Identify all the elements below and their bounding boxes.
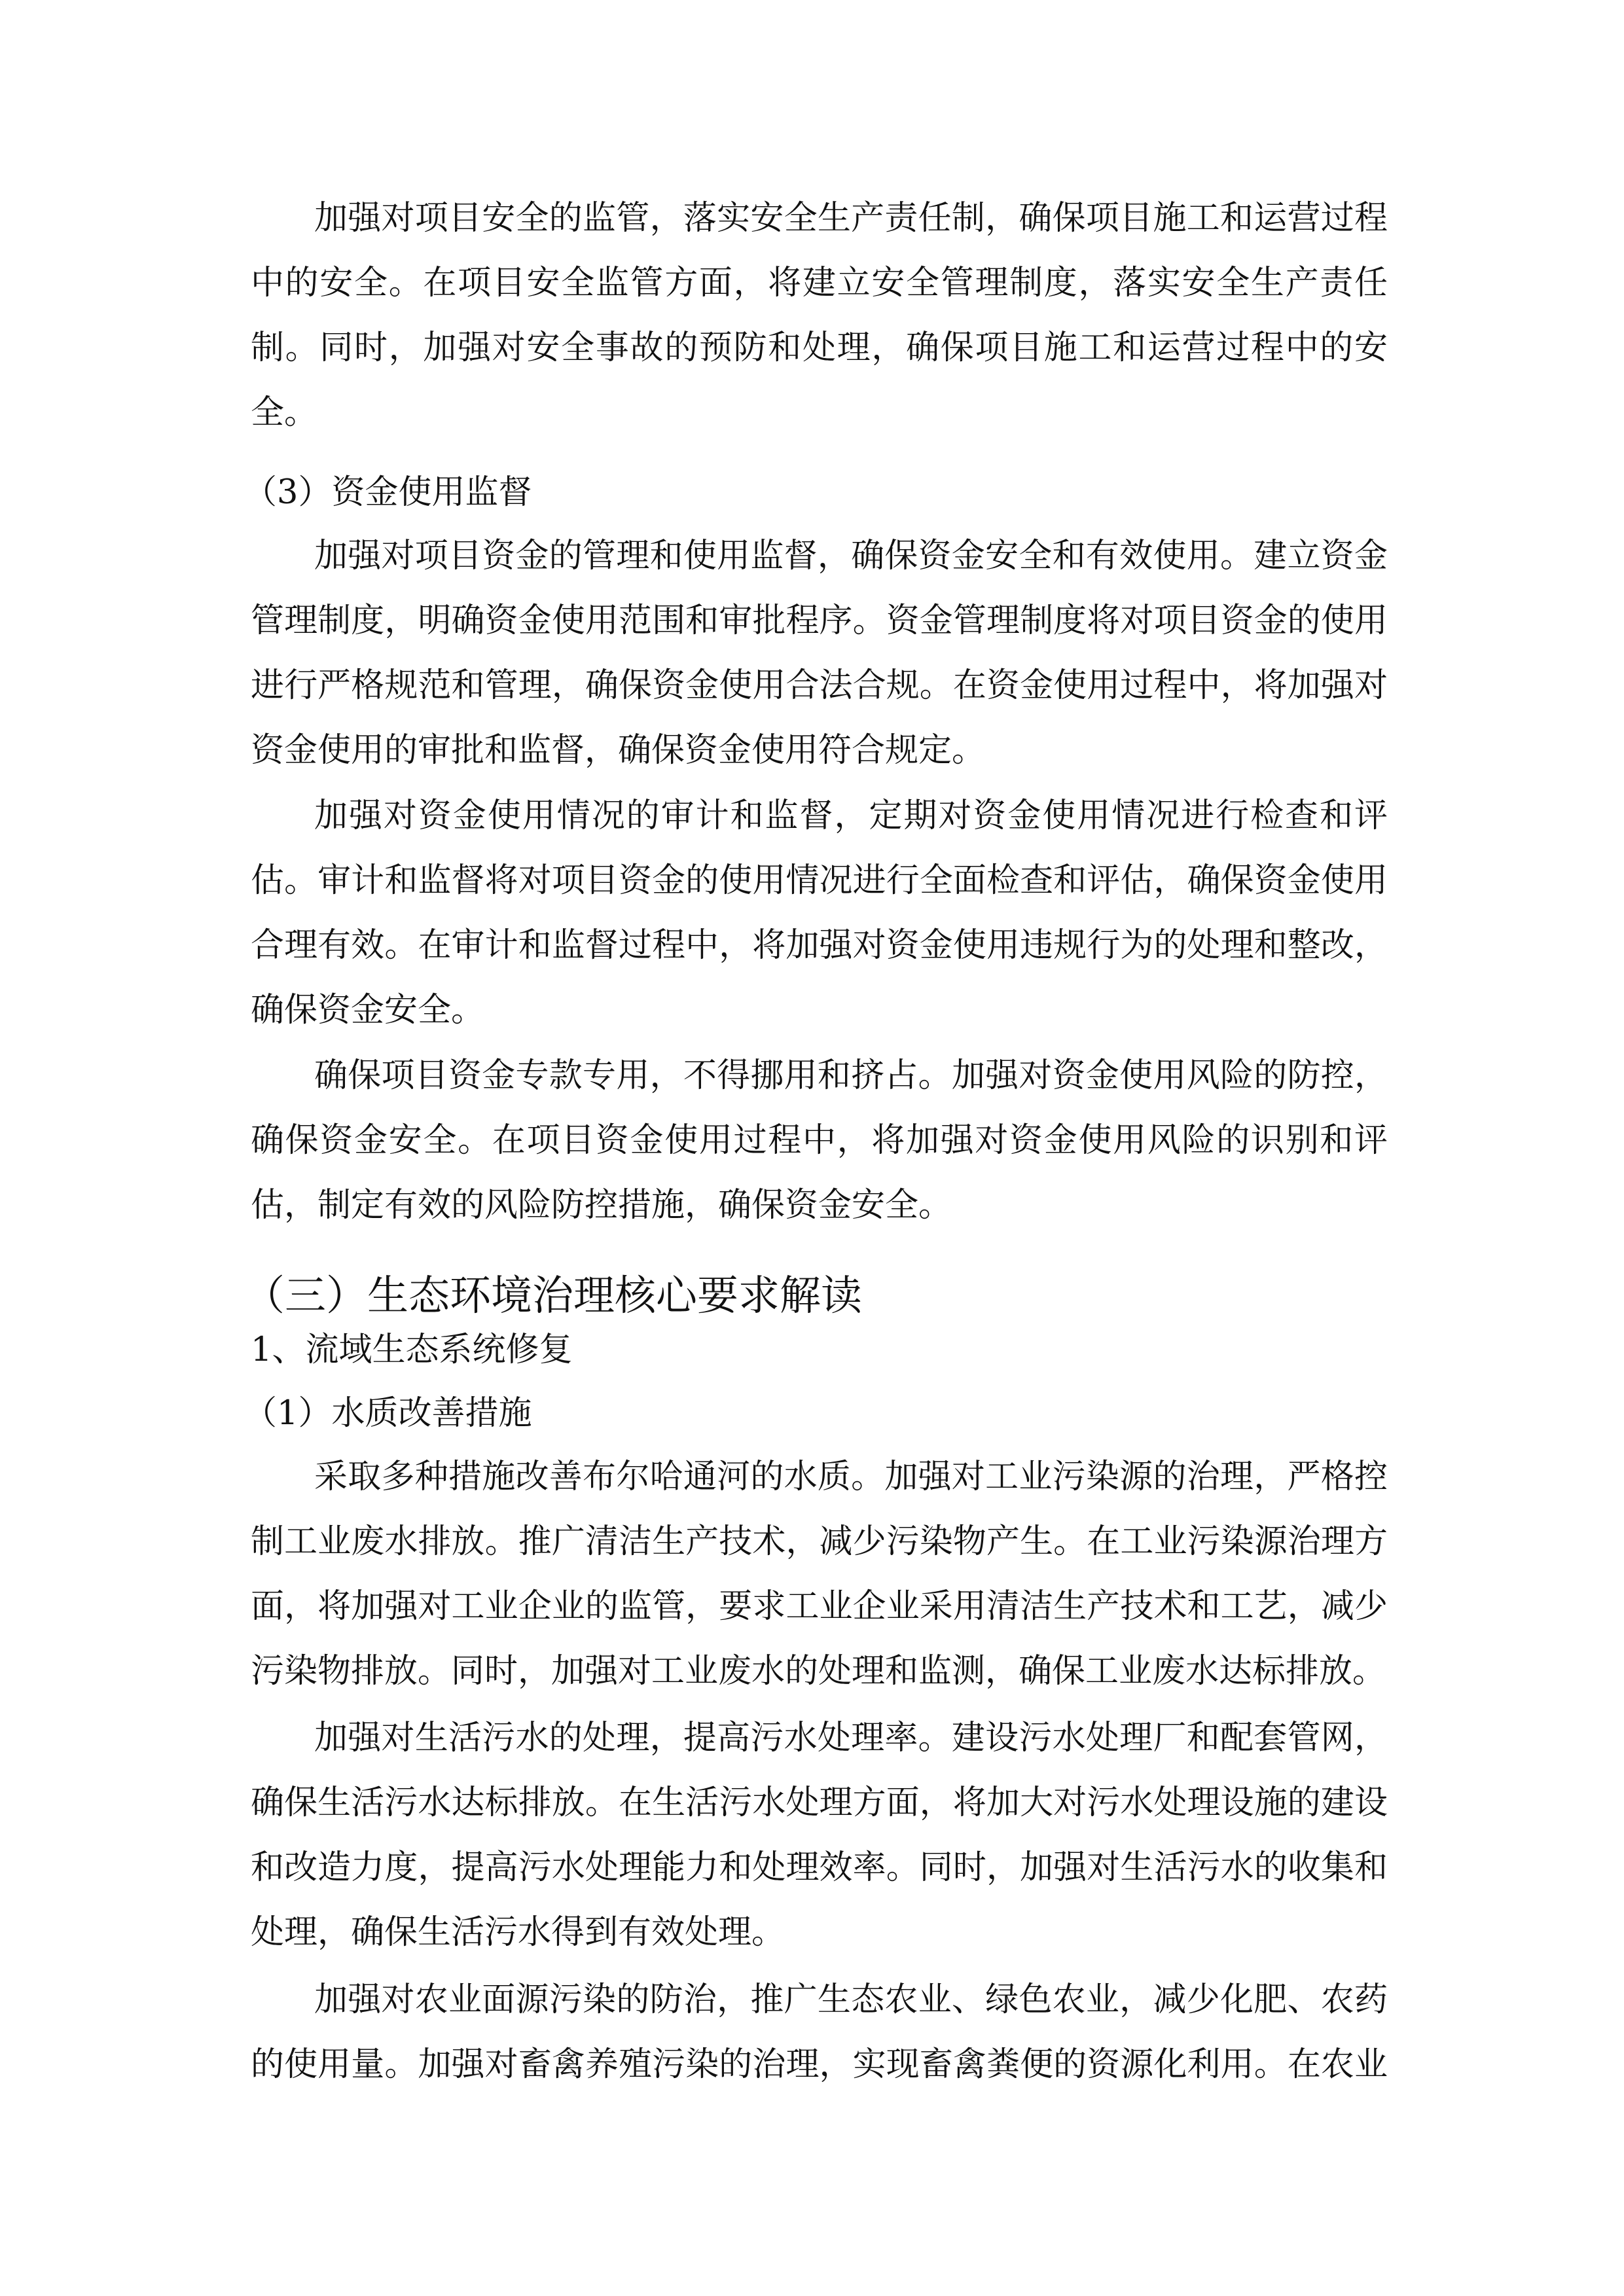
text-line: 加强对资金使用情况的审计和监督，定期对资金使用情况进行检查和评	[314, 797, 1388, 835]
heading-water-quality	[244, 1381, 1380, 1446]
text-line: 确保资金安全。	[251, 991, 485, 1030]
text-line: 制工业废水排放。推广清洁生产技术，减少污染物产生。在工业污染源治理方	[251, 1522, 1388, 1561]
text-line: 采取多种措施改善布尔哈通河的水质。加强对工业污染源的治理，严格控	[314, 1458, 1388, 1496]
text-line: 全。	[251, 393, 318, 432]
paragraph-fund-audit	[251, 783, 1388, 1043]
paragraph-fund-management	[251, 524, 1388, 783]
text-line: 和改造力度，提高污水处理能力和处理效率。同时，加强对生活污水的收集和	[251, 1848, 1388, 1887]
text-line: 确保资金安全。在项目资金使用过程中，将加强对资金使用风险的识别和评	[251, 1121, 1388, 1160]
text-line: 确保生活污水达标排放。在生活污水处理方面，将加大对污水处理设施的建设	[251, 1784, 1388, 1822]
text-line: 加强对生活污水的处理，提高污水处理率。建设污水处理厂和配套管网，	[314, 1719, 1388, 1757]
paragraph-fund-dedicated	[251, 1043, 1388, 1238]
text-line: 加强对农业面源污染的防治，推广生态农业、绿色农业，减少化肥、农药	[314, 1981, 1388, 2019]
heading-text: 1、流域生态系统修复	[251, 1331, 573, 1369]
text-line: 加强对项目资金的管理和使用监督，确保资金安全和有效使用。建立资金	[314, 537, 1388, 575]
text-line: 加强对项目安全的监管，落实安全生产责任制，确保项目施工和运营过程	[314, 199, 1388, 238]
text-line: 污染物排放。同时，加强对工业废水的处理和监测，确保工业废水达标排放。	[251, 1652, 1386, 1691]
section-heading-text: （三）生态环境治理核心要求解读	[244, 1272, 862, 1319]
heading-fund-supervision	[244, 460, 1380, 525]
paragraph-project-safety	[251, 186, 1388, 445]
text-line: 处理，确保生活污水得到有效处理。	[251, 1913, 785, 1952]
paragraph-domestic-sewage	[251, 1706, 1388, 1965]
text-line: 的使用量。加强对畜禽养殖污染的治理，实现畜禽粪便的资源化利用。在农业	[251, 2045, 1388, 2084]
heading-text: （1）水质改善措施	[244, 1394, 532, 1433]
paragraph-industrial-pollution	[251, 1444, 1388, 1704]
heading-text: （3）资金使用监督	[244, 473, 532, 512]
paragraph-agricultural-pollution	[251, 1967, 1388, 2097]
text-line: 中的安全。在项目安全监管方面，将建立安全管理制度，落实安全生产责任	[251, 264, 1388, 302]
text-line: 估，制定有效的风险防控措施，确保资金安全。	[251, 1186, 952, 1225]
text-line: 面，将加强对工业企业的监管，要求工业企业采用清洁生产技术和工艺，减少	[251, 1587, 1388, 1626]
heading-basin-restoration	[251, 1318, 1388, 1382]
text-line: 管理制度，明确资金使用范围和审批程序。资金管理制度将对项目资金的使用	[251, 601, 1388, 640]
text-line: 合理有效。在审计和监督过程中，将加强对资金使用违规行为的处理和整改，	[251, 926, 1388, 965]
text-line: 进行严格规范和管理，确保资金使用合法合规。在资金使用过程中，将加强对	[251, 666, 1388, 705]
text-line: 估。审计和监督将对项目资金的使用情况进行全面检查和评估，确保资金使用	[251, 861, 1388, 900]
text-line: 资金使用的审批和监督，确保资金使用符合规定。	[251, 731, 986, 770]
text-line: 确保项目资金专款专用，不得挪用和挤占。加强对资金使用风险的防控，	[314, 1056, 1388, 1095]
text-line: 制。同时，加强对安全事故的预防和处理，确保项目施工和运营过程中的安	[251, 329, 1388, 367]
